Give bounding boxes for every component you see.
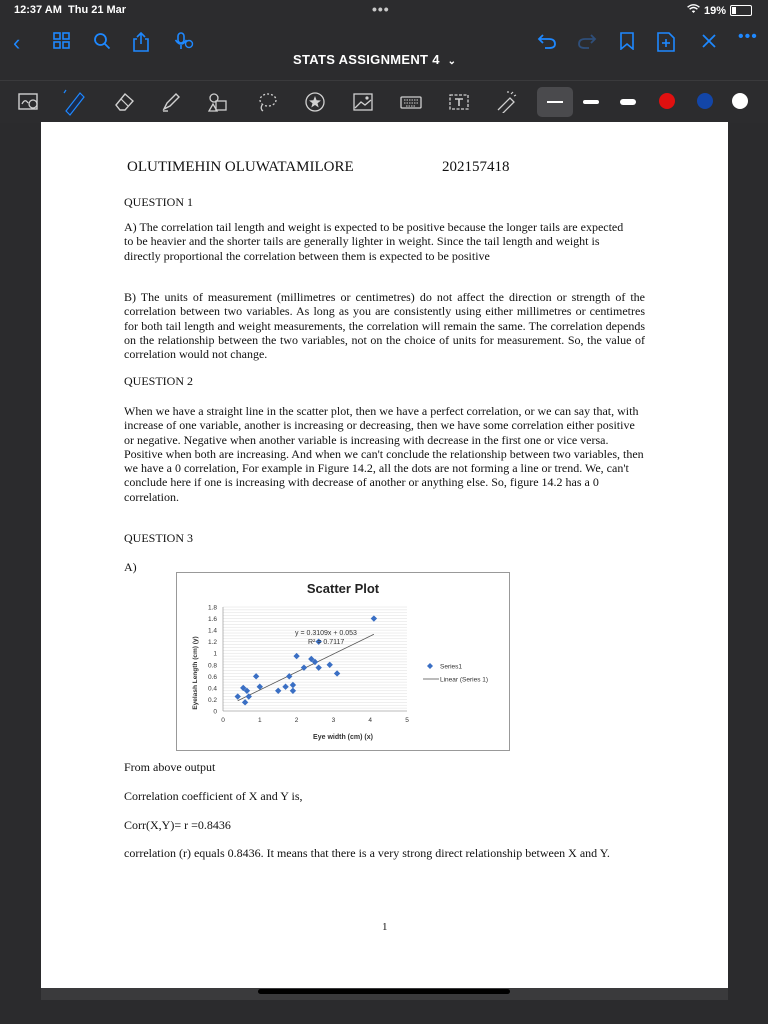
x-tick-label: 4 — [368, 717, 373, 724]
more-options-icon[interactable]: ••• — [738, 28, 758, 45]
correlation-intro: Correlation coefficient of X and Y is, — [124, 789, 303, 803]
bookmark-icon[interactable] — [619, 32, 635, 55]
legend-series1-label: Series1 — [440, 663, 463, 671]
page-number: 1 — [382, 921, 388, 933]
highlighter-icon[interactable] — [160, 91, 182, 113]
x-axis-label: Eye width (cm) (x) — [313, 734, 373, 741]
y-tick-label: 0.8 — [207, 662, 217, 670]
q2-body: When we have a straight line in the scatter plot, then we have a perfect correlation, or we can say that, with increase of one variable, another is increasing or decreasing, then we have some correlation either positive or negative. Negative when another variable is increasing with decrease in the first one or vice versa. Positive when both are increasing. And when we can't conclude the relationship between two variables, then we have a 0 correlation, For example in Figure 14.2, all the dots are not forming a line or trend. We, can't conclude here if one is increasing with decrease of another or anything else. So, figure 14.2 has a 0 correlation. — [124, 404, 644, 504]
laser-pointer-icon[interactable] — [495, 91, 517, 113]
y-tick-label: 1.4 — [207, 627, 217, 635]
status-time: 12:37 AM Thu 21 Mar — [14, 4, 127, 16]
legend-series1-marker — [427, 663, 433, 669]
wifi-icon — [687, 4, 700, 17]
correlation-value: Corr(X,Y)= r =0.8436 — [124, 818, 231, 832]
data-point — [275, 688, 281, 694]
data-point — [253, 673, 259, 679]
zoom-window-icon[interactable] — [18, 91, 40, 113]
share-icon[interactable] — [132, 32, 150, 57]
x-tick-labels — [221, 717, 409, 724]
y-tick-label: 1 — [213, 650, 217, 658]
battery-icon — [730, 5, 752, 16]
data-point — [290, 682, 296, 688]
image-icon[interactable] — [352, 91, 374, 113]
x-tick-label: 1 — [257, 717, 262, 724]
document-page[interactable] — [41, 122, 728, 988]
multitask-dots-icon[interactable]: ••• — [372, 1, 390, 17]
question-2-heading: QUESTION 2 — [124, 374, 193, 388]
document-title[interactable]: STATS ASSIGNMENT 4 ⌄ — [293, 52, 457, 67]
data-point — [293, 653, 299, 659]
y-tick-label: 1.8 — [207, 604, 217, 612]
y-axis-label: Eyelash Length (cm) (y) — [192, 636, 199, 710]
y-tick-label: 0.2 — [207, 696, 217, 704]
question-3-heading: QUESTION 3 — [124, 531, 193, 545]
color-swatch-blue[interactable] — [697, 93, 713, 109]
y-tick-label: 0.4 — [207, 685, 217, 693]
data-point — [315, 664, 321, 670]
question-1-heading: QUESTION 1 — [124, 195, 193, 209]
close-icon[interactable] — [700, 32, 718, 55]
color-swatch-white[interactable] — [732, 93, 748, 109]
eraser-icon[interactable] — [113, 91, 135, 113]
home-indicator[interactable] — [258, 989, 510, 994]
data-point — [334, 670, 340, 676]
stroke-medium[interactable] — [583, 100, 599, 104]
redo-icon[interactable] — [577, 32, 597, 55]
correlation-conclusion: correlation (r) equals 0.8436. It means that there is a very strong direct relationship between X and Y. — [124, 846, 610, 860]
elements-star-icon[interactable] — [304, 91, 326, 113]
stroke-thin-selected[interactable] — [537, 87, 573, 117]
data-point — [371, 615, 377, 621]
chevron-down-icon: ⌄ — [447, 56, 457, 67]
battery-percent: 19% — [703, 4, 726, 17]
from-output-text: From above output — [124, 760, 216, 774]
legend-linear-label: Linear (Series 1) — [440, 676, 489, 684]
undo-icon[interactable] — [537, 32, 557, 55]
chart-title: Scatter Plot — [306, 581, 380, 596]
x-tick-label: 5 — [405, 717, 409, 724]
data-point — [235, 693, 241, 699]
q1-part-a: A) The correlation tail length and weight is expected to be positive because the longer tails are expected to be heavier and the shorter tails are generally lighter in weight. Since the tail length and weight is directly proportional the correlation between them is expected to be positive — [124, 220, 624, 263]
status-right — [687, 4, 752, 17]
text-box-icon[interactable] — [448, 91, 470, 113]
audio-record-icon[interactable] — [174, 32, 194, 55]
color-swatch-red[interactable] — [659, 93, 675, 109]
q3-part-a-label: A) — [124, 560, 137, 574]
y-tick-label: 0 — [213, 708, 217, 716]
pen-tool-icon[interactable] — [60, 87, 88, 117]
x-tick-label: 3 — [331, 717, 336, 724]
scatter-plot-svg — [177, 573, 509, 750]
keyboard-icon[interactable] — [400, 91, 422, 113]
x-tick-label: 2 — [294, 717, 299, 724]
x-tick-label: 0 — [221, 717, 225, 724]
trendline-equation: y = 0.3109x + 0.053 — [295, 630, 357, 637]
status-bar — [0, 0, 768, 22]
drawing-toolbar — [0, 80, 768, 123]
r-squared-label: R² = 0.7117 — [308, 639, 345, 646]
q1-part-b: B) The units of measurement (millimetres or centimetres) do not affect the direction or strength of the correlation between two variables. As long as you are consistently using either millimetres or centimetres for both tail length and weight measurements, the correlation will remain the same. The correlation depends on the relationship between the two variables, not on the choice of units for measurement. So, the value of correlation would not change. — [124, 290, 645, 362]
shapes-icon[interactable] — [207, 91, 229, 113]
author-name: OLUTIMEHIN OLUWATAMILORE — [127, 159, 354, 175]
stroke-thick[interactable] — [620, 99, 636, 105]
y-tick-label: 0.6 — [207, 673, 217, 681]
search-icon[interactable] — [93, 32, 111, 55]
grid-view-icon[interactable] — [53, 32, 71, 55]
student-id: 202157418 — [442, 159, 510, 175]
data-point — [327, 662, 333, 668]
y-tick-labels — [208, 605, 217, 716]
data-point — [242, 699, 248, 705]
lasso-icon[interactable] — [256, 91, 278, 113]
back-chevron-icon[interactable]: ‹ — [13, 30, 21, 55]
scatter-plot-chart — [176, 572, 510, 751]
y-tick-label: 1.2 — [207, 639, 217, 647]
add-page-icon[interactable] — [657, 32, 675, 57]
data-point — [282, 684, 288, 690]
y-tick-label: 1.6 — [207, 616, 217, 624]
data-point — [290, 688, 296, 694]
